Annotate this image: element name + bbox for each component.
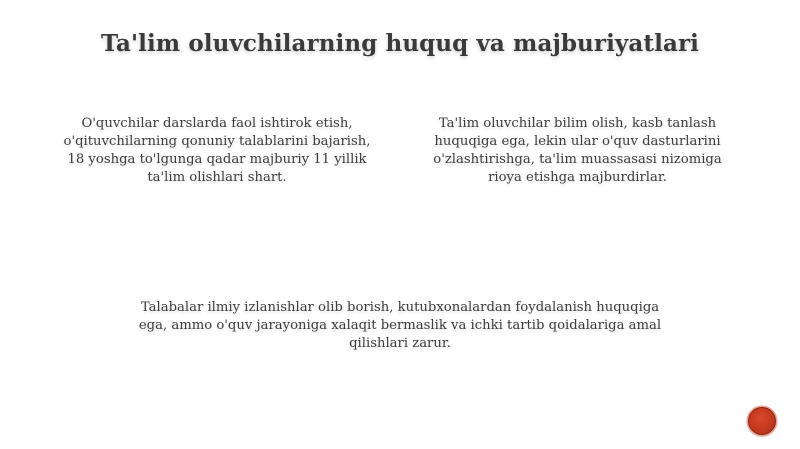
text-block-left: O'quvchilar darslarda faol ishtirok etish, o'qituvchilarning qonuniy talablarini bajarish, 18 yoshga to'lgunga qadar majburiy 11 yillik ta'lim olishlari shart. (63, 116, 371, 185)
text-block-right: Ta'lim oluvchilar bilim olish, kasb tanlash huquqiga ega, lekin ular o'quv dasturlarini o'zlashtirishga, ta'lim muassasasi nizomiga rioya etishga majburdirlar. (433, 116, 722, 185)
next-slide-button[interactable] (748, 407, 776, 435)
text-block-bottom: Talabalar ilmiy izlanishlar olib borish, kutubxonalardan foydalanish huquqiga ega, ammo o'quv jarayoniga xalaqit bermaslik va ichki tartib qoidalariga amal qilishlari zarur. (138, 300, 662, 351)
slide-title: Ta'lim oluvchilarning huquq va majburiyatlari (100, 30, 700, 57)
